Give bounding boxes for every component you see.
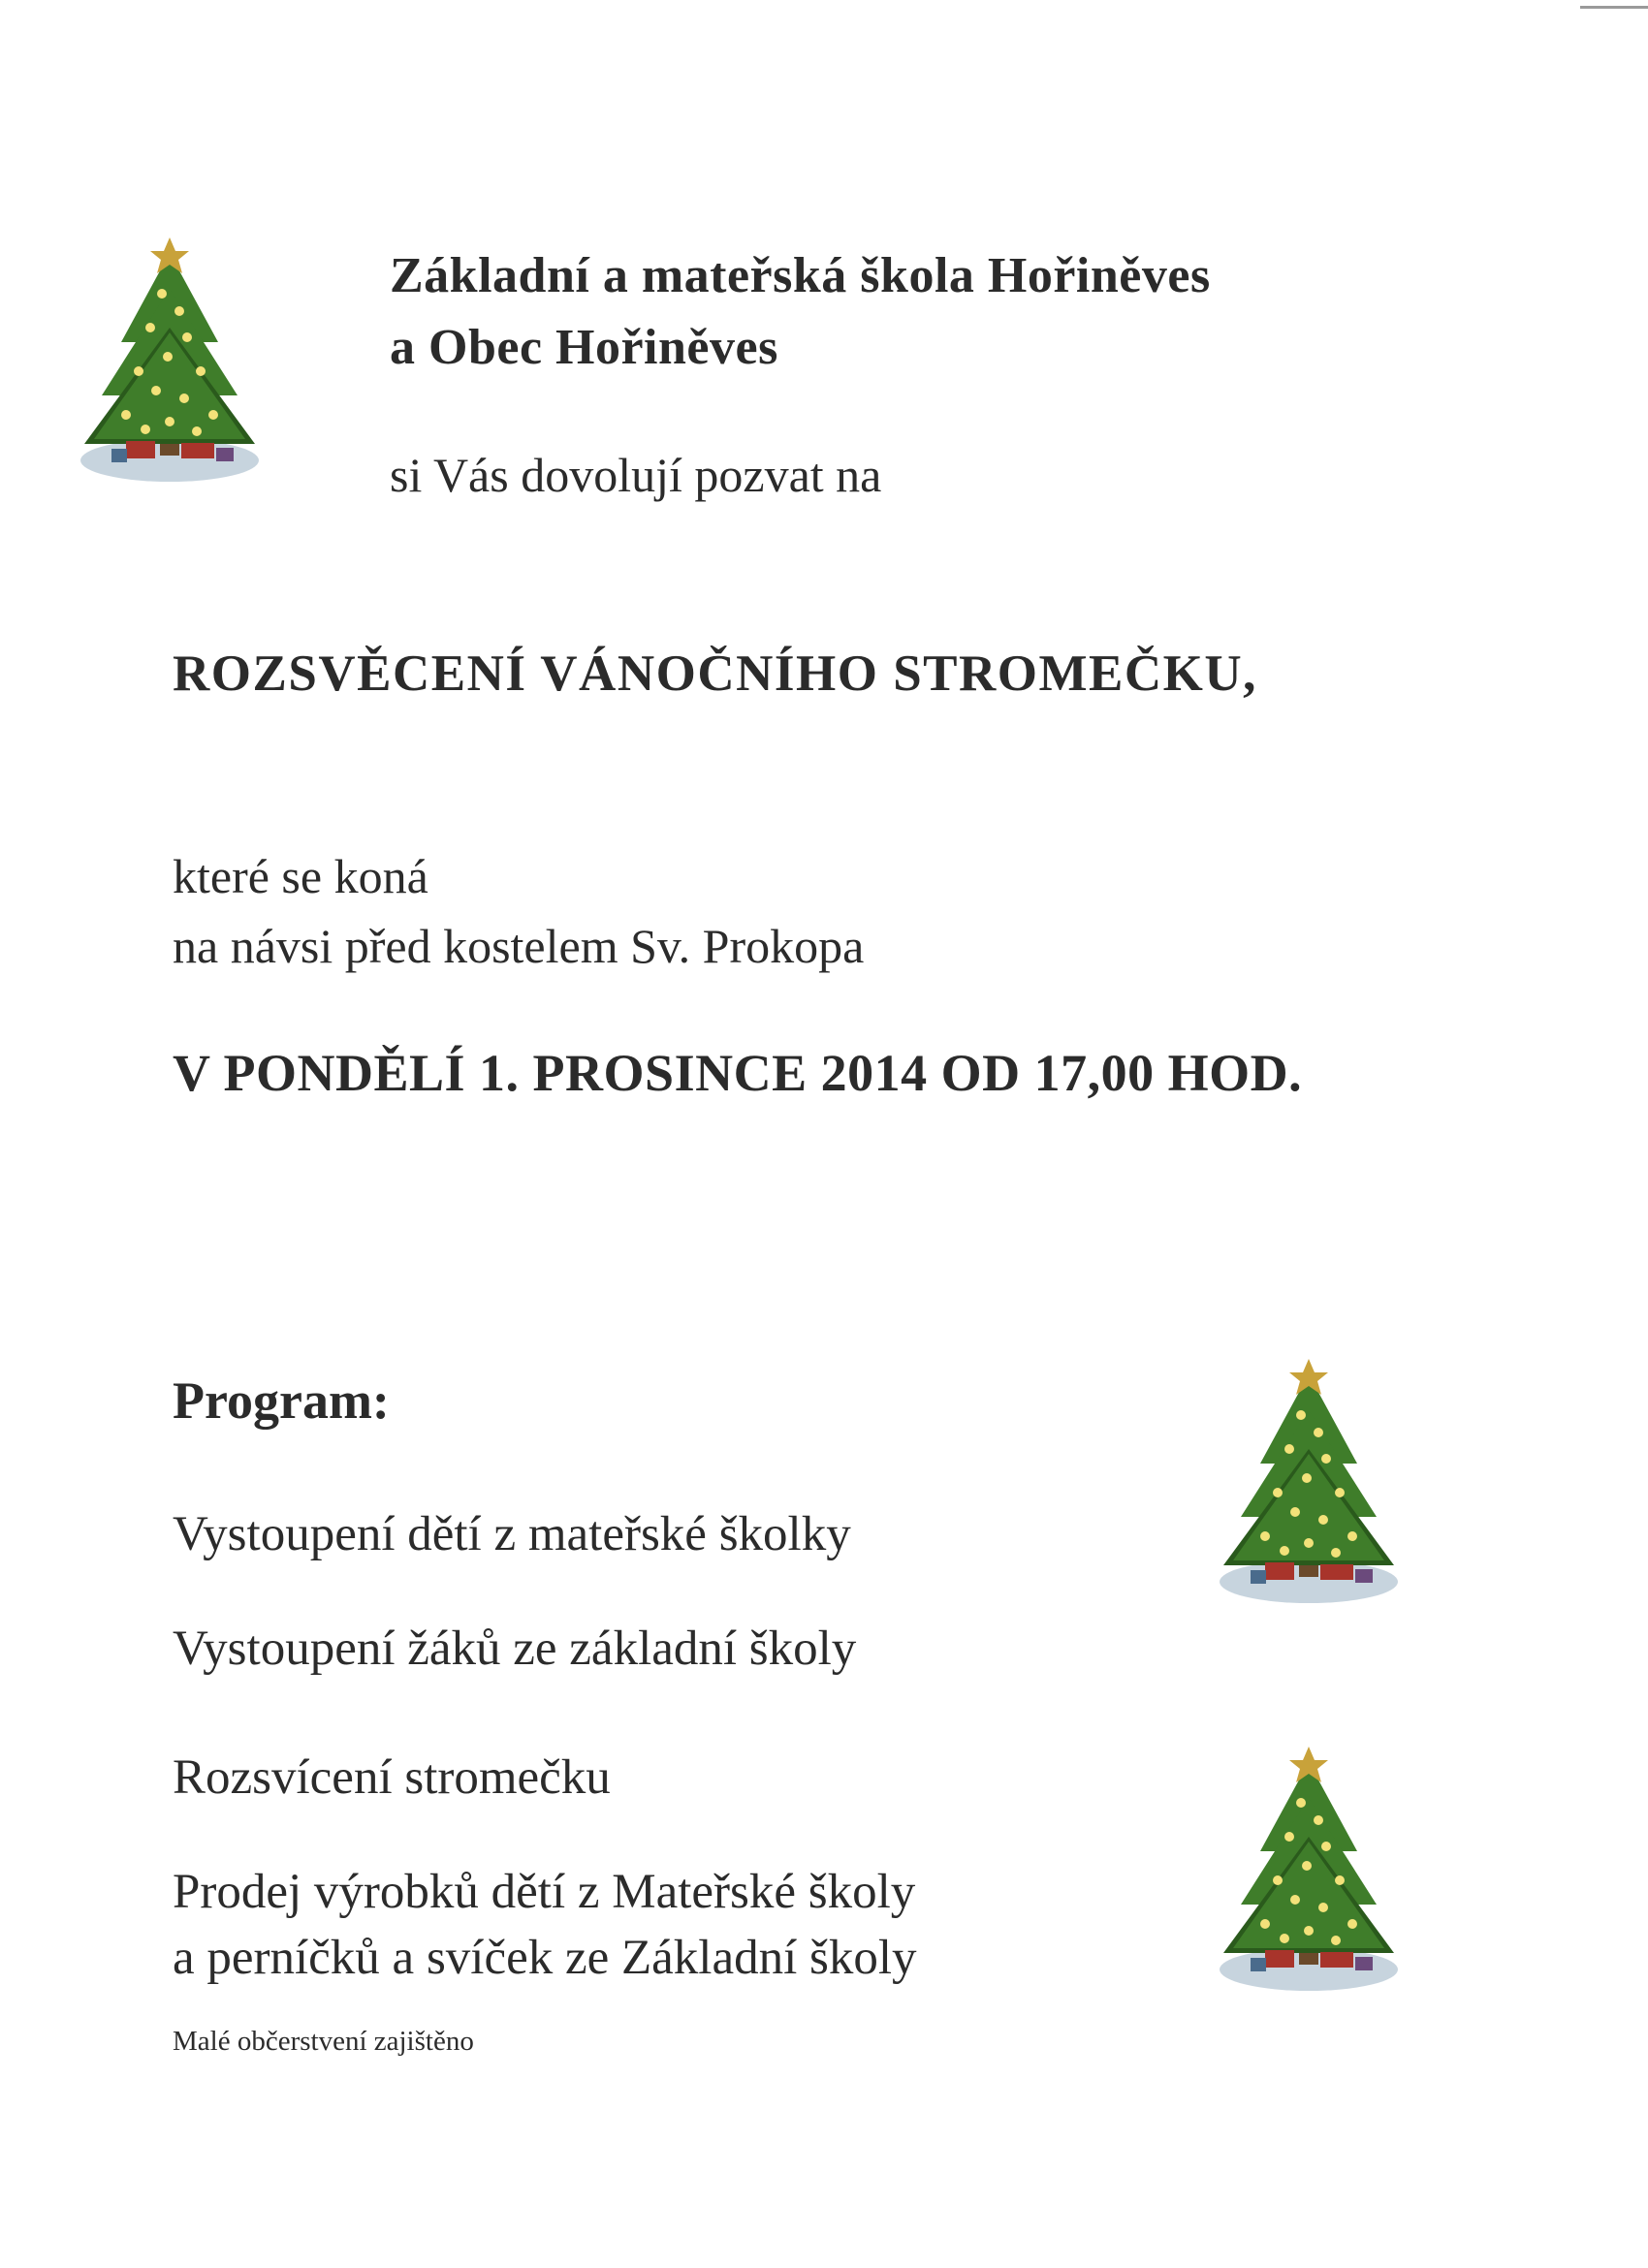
event-date-time: V PONDĚLÍ 1. PROSINCE 2014 OD 17,00 HOD. [173,1044,1303,1102]
program-heading: Program: [173,1371,390,1430]
program-item: Prodej výrobků dětí z Mateřské školy [173,1865,916,1919]
event-title: ROZSVĚCENÍ VÁNOČNÍHO STROMEČKU, [173,646,1257,702]
christmas-tree-icon [1212,1745,1406,2006]
program-item: Vystoupení žáků ze základní školy [173,1622,857,1676]
christmas-tree-icon [73,236,267,497]
venue-block [173,841,864,981]
program-item: a perníčků a svíček ze Základní školy [173,1931,917,1985]
venue-line-1: které se koná [173,849,428,903]
organizer-block [390,240,1211,384]
scan-edge-mark [1580,6,1648,9]
organizer-line-1: Základní a mateřská škola Hořiněves [390,248,1211,303]
program-item: Vystoupení dětí z mateřské školky [173,1507,851,1561]
refreshments-note: Malé občerstvení zajištěno [173,2026,474,2057]
christmas-tree-icon [1212,1357,1406,1619]
program-item: Rozsvícení stromečku [173,1750,611,1805]
invitation-text: si Vás dovolují pozvat na [390,448,882,502]
organizer-line-2: a Obec Hořiněves [390,320,778,375]
venue-line-2: na návsi před kostelem Sv. Prokopa [173,919,865,973]
